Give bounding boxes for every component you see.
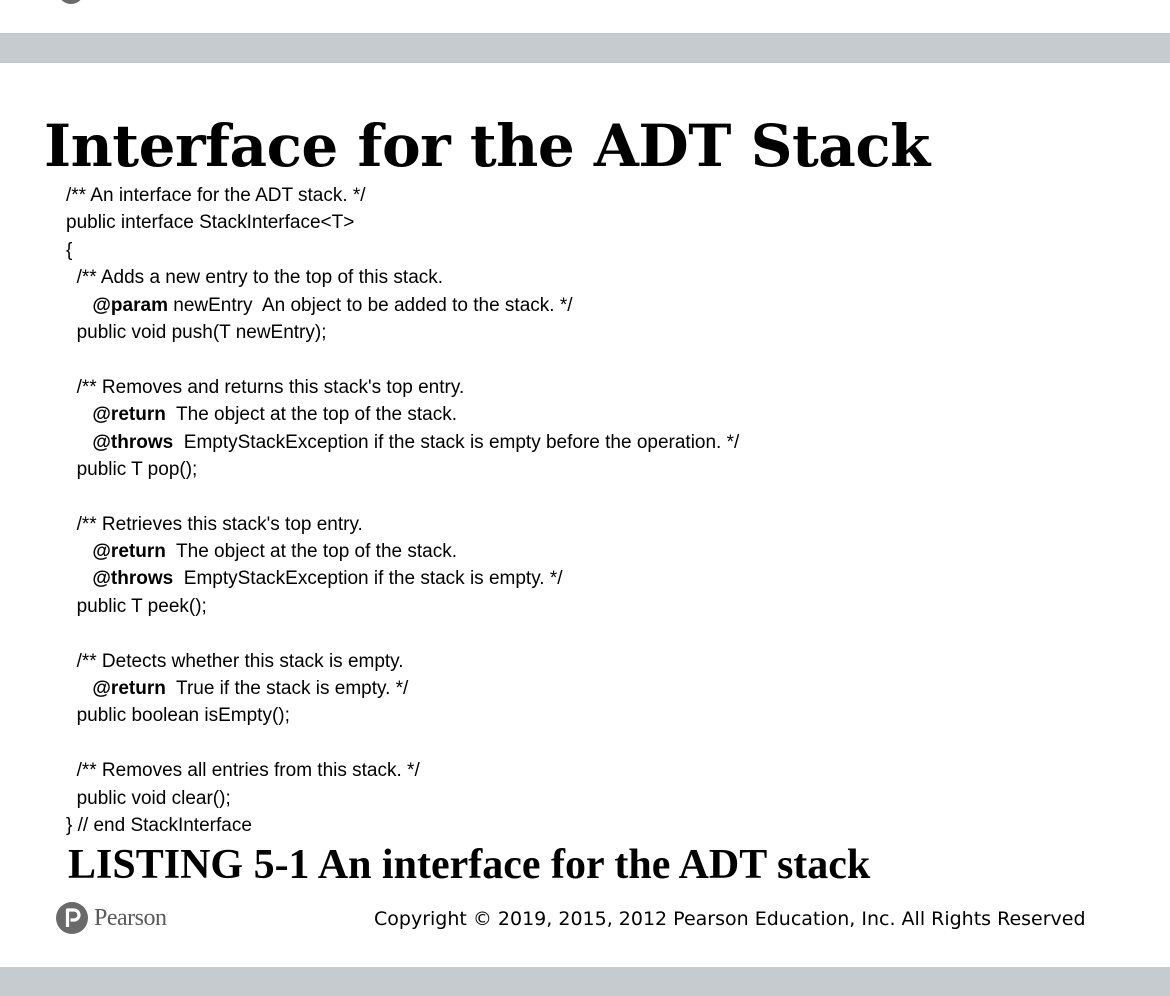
code-indent [66,788,77,809]
code-line [66,812,739,839]
code-text: public boolean isEmpty(); [76,705,290,727]
code-line [66,730,739,757]
code-text: public void push(T newEntry); [76,321,327,343]
code-text: /** Retrieves this stack's top entry. [76,513,363,535]
pearson-logo [56,902,166,934]
top-band [0,33,1170,63]
code-line [66,593,739,620]
code-line [66,538,739,565]
javadoc-tag: @return [92,541,166,563]
code-text: The object at the top of the stack. [165,541,457,563]
code-line [66,209,739,236]
listing-caption: LISTING 5-1 An interface for the ADT stack [68,842,871,888]
code-indent [66,541,92,562]
code-text: } // end StackInterface [66,814,252,836]
code-line [66,565,739,592]
code-indent [66,760,77,781]
code-line [66,785,739,812]
bottom-band [0,967,1170,996]
code-text: public T peek(); [76,595,207,617]
code-indent [66,678,92,699]
code-line [66,346,739,373]
code-text: The object at the top of the stack. [165,404,457,426]
code-text: public T pop(); [76,458,198,480]
javadoc-tag: @return [92,404,166,426]
javadoc-tag: @param [92,294,168,316]
code-indent [66,404,92,425]
code-line [66,182,739,209]
code-indent [66,705,77,726]
code-line [66,456,739,483]
javadoc-tag: @throws [92,431,174,453]
code-text: /** Adds a new entry to the top of this stack. [76,267,444,289]
code-text: EmptyStackException if the stack is empty before the operation. */ [173,431,740,453]
code-line [66,702,739,729]
code-text: True if the stack is empty. */ [165,678,409,700]
code-line [66,237,739,264]
javadoc-tag: @throws [92,568,174,590]
code-line [66,511,739,538]
code-line [66,319,739,346]
code-text: EmptyStackException if the stack is empty. */ [173,568,563,590]
code-indent [66,651,77,672]
code-line [66,757,739,784]
code-text: public void clear(); [76,787,231,809]
code-text: /** Detects whether this stack is empty. [76,650,404,672]
code-text: /** Removes all entries from this stack. */ [76,760,420,782]
slide-title: Interface for the ADT Stack [44,112,930,180]
code-text: newEntry An object to be added to the stack. */ [167,294,573,316]
code-line [66,292,739,319]
pearson-wordmark: Pearson [94,904,167,931]
code-listing [66,182,739,839]
code-line [66,374,739,401]
code-line [66,648,739,675]
code-text: { [66,239,73,261]
code-indent [66,322,77,343]
copyright-notice: Copyright © 2019, 2015, 2012 Pearson Education, Inc. All Rights Reserved [374,908,1086,930]
pearson-p-icon [56,902,88,934]
code-indent [66,568,92,589]
code-text: /** An interface for the ADT stack. */ [66,185,366,206]
code-indent [66,377,77,398]
code-indent [66,514,77,535]
code-indent [66,295,92,316]
code-indent [66,267,77,288]
code-indent [66,459,77,480]
pearson-logo-partial-icon [58,0,84,4]
code-text: /** Removes and returns this stack's top entry. [76,376,465,398]
code-line [66,620,739,647]
code-line [66,401,739,428]
code-line [66,264,739,291]
code-indent [66,596,77,617]
code-line [66,483,739,510]
code-indent [66,432,92,453]
code-line [66,675,739,702]
javadoc-tag: @return [92,678,166,700]
code-text: public interface StackInterface<T> [66,212,355,234]
code-line [66,429,739,456]
